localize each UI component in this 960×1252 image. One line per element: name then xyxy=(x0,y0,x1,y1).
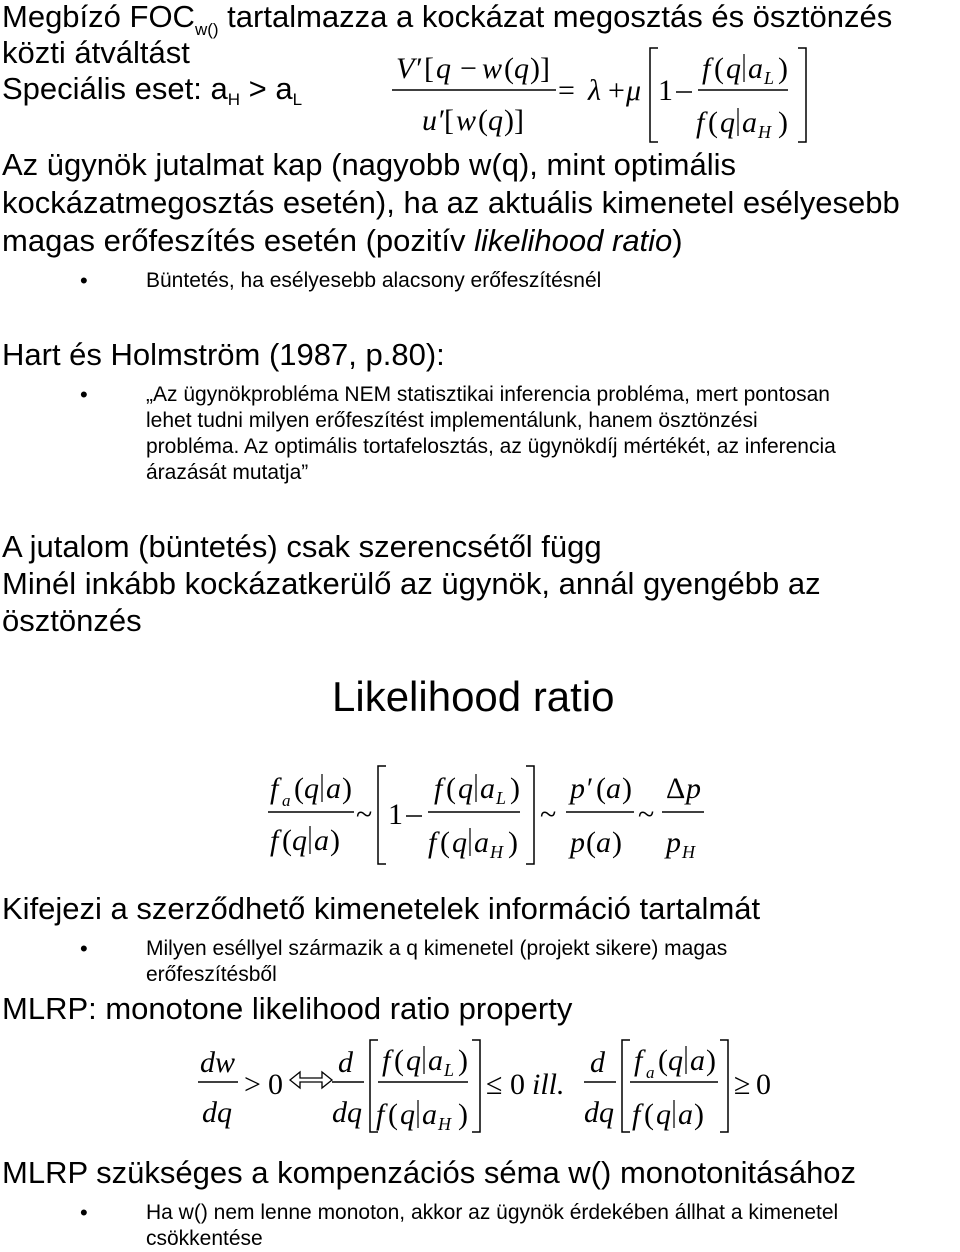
formula-zero: 0 xyxy=(268,1068,283,1101)
hart-heading: Hart és Holmström (1987, p.80): xyxy=(2,337,445,372)
tilde: ~ xyxy=(638,798,655,831)
svg-text:q: q xyxy=(656,1098,671,1131)
svg-text:H: H xyxy=(490,842,503,862)
hart-quote-line3: probléma. Az optimális tortafelosztás, az ügynökdíj mértékét, az inferencia xyxy=(146,435,836,458)
svg-text:q: q xyxy=(458,772,473,805)
svg-text:q: q xyxy=(304,772,319,805)
svg-text:≤: ≤ xyxy=(486,1068,503,1101)
svg-text:a: a xyxy=(742,106,757,139)
svg-text:(: ( xyxy=(714,52,724,85)
svg-text:a: a xyxy=(646,1063,655,1082)
svg-text:p: p xyxy=(570,826,585,859)
svg-text:): ) xyxy=(706,1044,716,1077)
svg-text:(: ( xyxy=(644,1098,654,1131)
svg-text:a: a xyxy=(690,1044,705,1077)
svg-text:>: > xyxy=(244,1068,261,1101)
bullet1-text: Büntetés, ha esélyesebb alacsony erőfeszítésnél xyxy=(146,269,602,292)
svg-text:(: ( xyxy=(586,826,596,859)
paragraph1-line3-end: ) xyxy=(672,223,683,258)
svg-text:+: + xyxy=(608,74,625,107)
svg-text:): ) xyxy=(694,1098,704,1131)
svg-text:): ) xyxy=(612,826,622,859)
special-case-mid: > a xyxy=(240,71,293,106)
svg-text:): ) xyxy=(458,1098,468,1131)
svg-text:q: q xyxy=(452,826,467,859)
svg-text:(: ( xyxy=(708,106,718,139)
svg-text:dq: dq xyxy=(202,1096,232,1129)
svg-text:Δ: Δ xyxy=(666,772,686,805)
svg-text:q: q xyxy=(436,52,451,85)
svg-text:L: L xyxy=(496,788,507,808)
special-case-text: Speciális eset: a xyxy=(2,71,228,106)
hart-quote-line4: árazását mutatja” xyxy=(146,461,309,484)
svg-text:q: q xyxy=(668,1044,683,1077)
svg-text:=: = xyxy=(558,74,575,107)
svg-text:f: f xyxy=(428,826,437,859)
svg-text:): ) xyxy=(342,772,352,805)
formula-zero: 0 xyxy=(510,1068,525,1101)
svg-text:)]: )] xyxy=(530,52,550,85)
svg-text:[: [ xyxy=(444,104,454,137)
mu-symbol: μ xyxy=(626,74,642,107)
paragraph2-line1: A jutalom (büntetés) csak szerencsétől függ xyxy=(2,529,602,564)
formula-likelihood-ratio xyxy=(262,760,722,870)
lambda-symbol: λ xyxy=(588,74,601,107)
svg-text:w: w xyxy=(456,104,477,137)
paragraph1-line2: kockázatmegosztás esetén), ha az aktuális kimenetel esélyesebb xyxy=(2,185,900,220)
svg-text:f: f xyxy=(634,1044,643,1077)
title-text-cont: tartalmazza a kockázat megosztás és ösztönzés xyxy=(218,0,893,34)
mlrp-heading: MLRP: monotone likelihood ratio property xyxy=(2,991,573,1026)
title-text: Megbízó FOC xyxy=(2,0,195,34)
svg-text:a: a xyxy=(314,824,329,857)
svg-text:(: ( xyxy=(388,1098,398,1131)
svg-text:V′: V′ xyxy=(396,52,421,85)
svg-text:): ) xyxy=(778,106,788,139)
svg-text:q: q xyxy=(400,1098,415,1131)
svg-text:a: a xyxy=(282,791,291,810)
svg-text:u′: u′ xyxy=(422,104,444,137)
formula-foc xyxy=(380,42,820,152)
svg-text:q: q xyxy=(720,106,735,139)
svg-text:(: ( xyxy=(596,772,606,805)
bullet-dot: • xyxy=(80,1200,88,1225)
bullet-dot: • xyxy=(80,382,88,407)
svg-text:d: d xyxy=(590,1046,605,1079)
svg-text:H: H xyxy=(438,1114,451,1134)
svg-text:a: a xyxy=(596,826,611,859)
svg-text:): ) xyxy=(508,826,518,859)
bullet3-line2: csökkentése xyxy=(146,1227,263,1250)
svg-text:f: f xyxy=(270,772,279,805)
svg-text:a: a xyxy=(678,1098,693,1131)
svg-text:H: H xyxy=(682,842,695,862)
svg-text:f: f xyxy=(702,52,711,85)
svg-text:a: a xyxy=(606,772,621,805)
svg-text:dq: dq xyxy=(584,1096,614,1129)
svg-text:f: f xyxy=(382,1044,391,1077)
svg-text:q: q xyxy=(514,52,529,85)
svg-text:a: a xyxy=(474,826,489,859)
svg-text:a: a xyxy=(422,1098,437,1131)
svg-text:(: ( xyxy=(478,104,488,137)
svg-text:L: L xyxy=(764,68,775,88)
subscript-l: L xyxy=(292,90,303,109)
mlrp-conclusion: MLRP szükséges a kompenzációs séma w() monotonitásához xyxy=(2,1155,857,1190)
svg-text:f: f xyxy=(632,1098,641,1131)
paragraph1-line3 xyxy=(2,224,683,258)
bullet-dot: • xyxy=(80,268,88,293)
formula-zero: 0 xyxy=(756,1068,771,1101)
svg-text:q: q xyxy=(406,1044,421,1077)
paragraph1-line1: Az ügynök jutalmat kap (nagyobb w(q), mint optimális xyxy=(2,147,736,182)
paragraph1-line3-text: magas erőfeszítés esetén (pozitív xyxy=(2,223,475,258)
svg-text:): ) xyxy=(622,772,632,805)
title-line-2: közti átváltást xyxy=(2,35,190,70)
svg-text:f: f xyxy=(696,106,705,139)
svg-text:(: ( xyxy=(294,772,304,805)
tilde: ~ xyxy=(540,798,557,831)
paragraph2-line2: Minél inkább kockázatkerülő az ügynök, annál gyengébb az xyxy=(2,566,821,601)
svg-text:L: L xyxy=(444,1060,455,1080)
formula-one: 1 xyxy=(388,798,403,831)
svg-text:H: H xyxy=(758,122,771,142)
svg-text:q: q xyxy=(488,104,503,137)
svg-text:w: w xyxy=(482,52,503,85)
bullet2-line1: Milyen eséllyel származik a q kimenetel (projekt sikere) magas xyxy=(146,937,728,960)
hart-quote-line1: „Az ügynökprobléma NEM statisztikai inferencia probléma, mert pontosan xyxy=(146,383,830,406)
page-title xyxy=(2,0,892,39)
svg-text:q: q xyxy=(292,824,307,857)
svg-text:dq: dq xyxy=(332,1096,362,1129)
svg-text:): ) xyxy=(510,772,520,805)
svg-text:(: ( xyxy=(440,826,450,859)
svg-text:(: ( xyxy=(394,1044,404,1077)
svg-text:≥: ≥ xyxy=(734,1068,751,1101)
svg-text:a: a xyxy=(428,1044,443,1077)
svg-text:(: ( xyxy=(504,52,514,85)
svg-text:q: q xyxy=(726,52,741,85)
svg-text:(: ( xyxy=(282,824,292,857)
svg-text:a: a xyxy=(748,52,763,85)
hart-quote-line2: lehet tudni milyen erőfeszítést implementálunk, hanem ösztönzési xyxy=(146,409,758,432)
special-case xyxy=(2,72,302,111)
svg-text:p: p xyxy=(666,826,681,859)
formula-mlrp xyxy=(196,1036,776,1136)
svg-text:f: f xyxy=(434,772,443,805)
paragraph3: Kifejezi a szerződhető kimenetelek információ tartalmát xyxy=(2,891,761,926)
svg-text:(: ( xyxy=(658,1044,668,1077)
tilde: ~ xyxy=(356,798,373,831)
bullet-dot: • xyxy=(80,936,88,961)
svg-text:): ) xyxy=(458,1044,468,1077)
svg-text:)]: )] xyxy=(504,104,524,137)
svg-text:): ) xyxy=(330,824,340,857)
ill-abbrev: ill. xyxy=(532,1068,565,1101)
svg-text:d: d xyxy=(338,1046,353,1079)
title-subscript: w() xyxy=(194,20,219,39)
svg-text:(: ( xyxy=(446,772,456,805)
svg-text:f: f xyxy=(270,824,279,857)
subscript-h: H xyxy=(227,90,241,109)
likelihood-ratio-italic: likelihood ratio xyxy=(474,223,673,258)
svg-text:p: p xyxy=(686,772,701,805)
svg-text:−: − xyxy=(460,52,477,85)
svg-text:[: [ xyxy=(424,52,434,85)
svg-text:a: a xyxy=(326,772,341,805)
paragraph2-line3: ösztönzés xyxy=(2,603,142,638)
bullet3-line1: Ha w() nem lenne monoton, akkor az ügynök érdekében állhat a kimenetel xyxy=(146,1201,839,1224)
bullet2-line2: erőfeszítésből xyxy=(146,963,277,986)
svg-text:dw: dw xyxy=(200,1046,236,1079)
likelihood-ratio-title: Likelihood ratio xyxy=(332,673,615,720)
svg-text:p′: p′ xyxy=(570,772,592,805)
formula-one: 1 xyxy=(658,74,673,107)
svg-text:a: a xyxy=(480,772,495,805)
svg-text:): ) xyxy=(778,52,788,85)
svg-text:f: f xyxy=(376,1098,385,1131)
